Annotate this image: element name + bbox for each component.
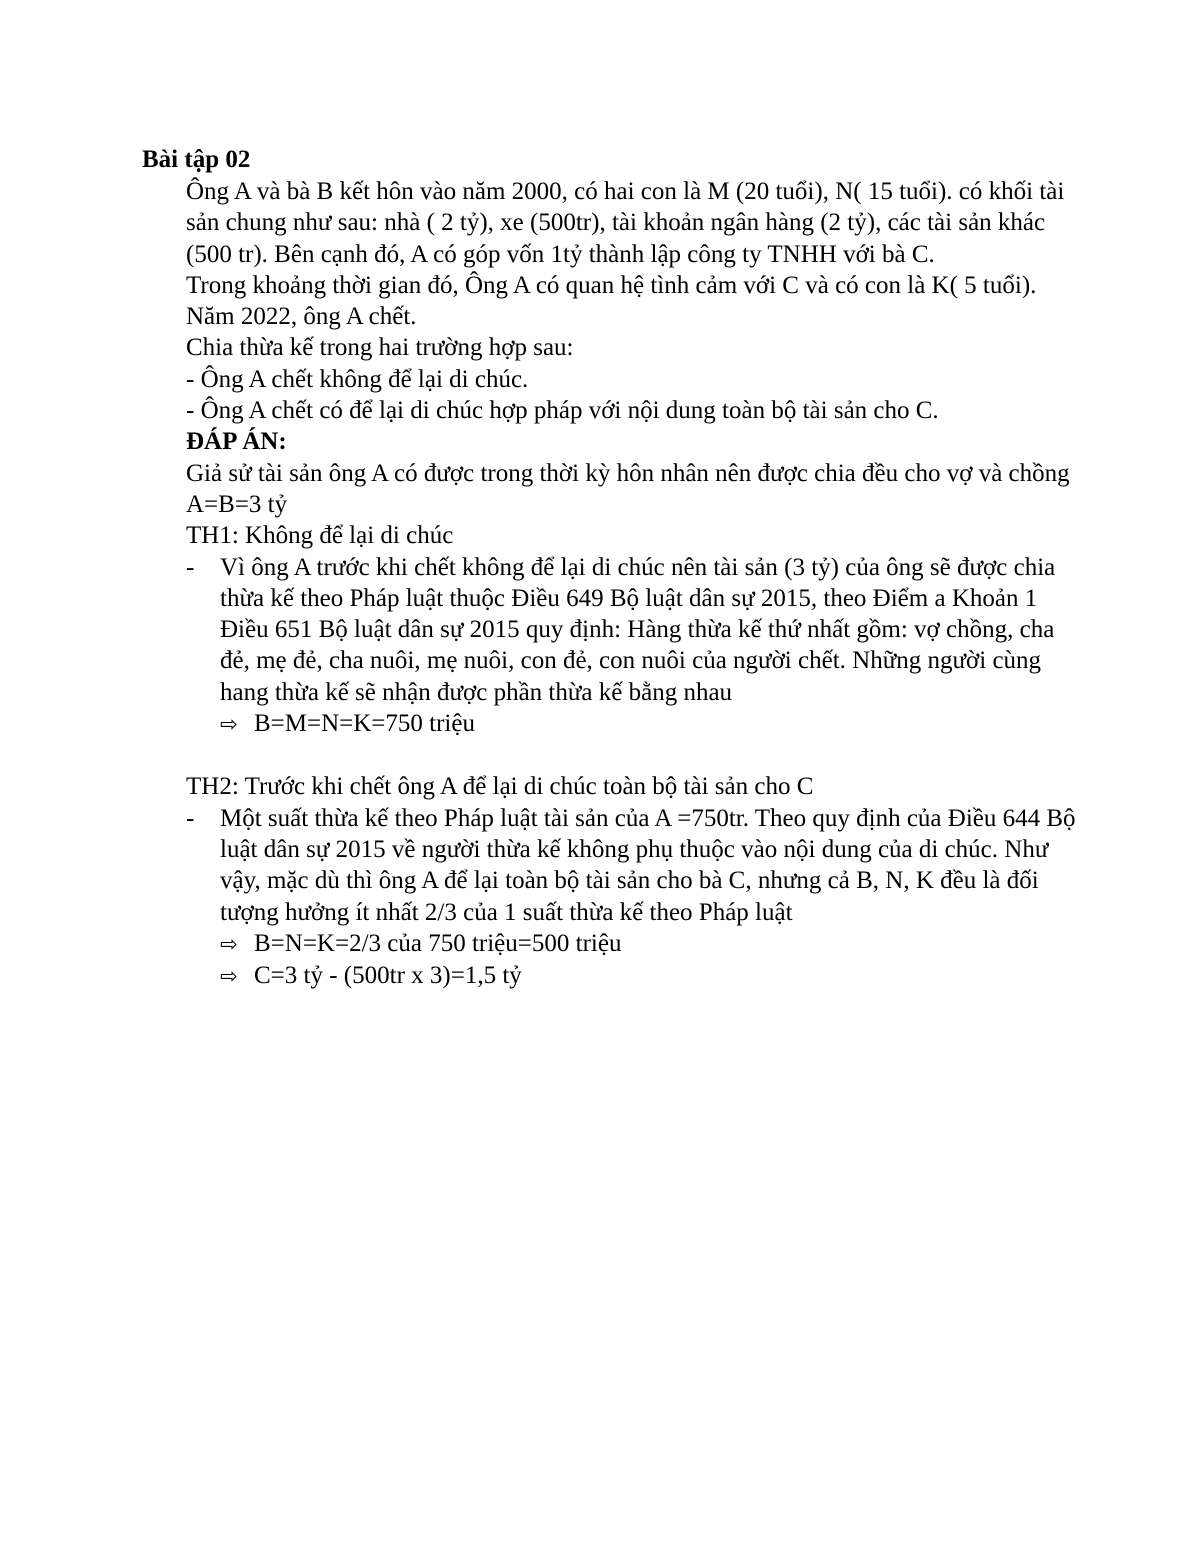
bullet-dash-icon: - bbox=[186, 553, 195, 581]
problem-paragraph: Năm 2022, ông A chết. bbox=[186, 303, 417, 331]
case1-heading: TH1: Không để lại di chúc bbox=[186, 522, 454, 550]
exercise-title: Bài tập 02 bbox=[142, 146, 251, 173]
case2-bullet-text: Một suất thừa kế theo Pháp luật tài sản của A =750tr. Theo quy định của Điều 644 Bộ luật dân sự 2015 về người thừa kế không phụ thuộc vào nội dung của di chúc. Như vậy, mặc dù thì ông A để lại toàn bộ tài sản cho bà C, nhưng cả B, N, K đều là đối tượng hưởng ít nhất 2/3 của 1 suất thừa kế theo Pháp luật bbox=[220, 804, 1076, 926]
assumption-paragraph: Giả sử tài sản ông A có được trong thời kỳ hôn nhân nên được chia đều cho vợ và chồng A=B=3 tỷ bbox=[186, 459, 1070, 518]
problem-paragraph: Ông A và bà B kết hôn vào năm 2000, có hai con là M (20 tuổi), N( 15 tuổi). có khối tài sản chung như sau: nhà ( 2 tỷ), xe (500tr), tài khoản ngân hàng (2 tỷ), các tài sản khác (500 tr). Bên cạnh đó, A có góp vốn 1tỷ thành lập công ty TNHH với bà C. bbox=[186, 178, 1065, 268]
problem-case-item: - Ông A chết không để lại di chúc. bbox=[186, 365, 529, 393]
right-arrow-icon: ⇨ bbox=[220, 931, 238, 956]
problem-paragraph: Chia thừa kế trong hai trường hợp sau: bbox=[186, 334, 574, 362]
case2-result bbox=[186, 960, 1086, 992]
case1-result bbox=[186, 708, 1086, 740]
case1-result-text: B=M=N=K=750 triệu bbox=[254, 710, 475, 738]
document-body bbox=[186, 176, 1086, 992]
case2-heading: TH2: Trước khi chết ông A để lại di chúc toàn bộ tài sản cho C bbox=[186, 773, 814, 801]
case2-result-text: C=3 tỷ - (500tr x 3)=1,5 tỷ bbox=[254, 962, 522, 990]
answer-heading: ĐÁP ÁN: bbox=[186, 428, 287, 456]
case1-bullet bbox=[186, 552, 1086, 708]
problem-case-item: - Ông A chết có để lại di chúc hợp pháp với nội dung toàn bộ tài sản cho C. bbox=[186, 397, 939, 425]
case1-bullet-text: Vì ông A trước khi chết không để lại di chúc nên tài sản (3 tỷ) của ông sẽ được chia thừa kế theo Pháp luật thuộc Điều 649 Bộ luật dân sự 2015, theo Điểm a Khoản 1 Điều 651 Bộ luật dân sự 2015 quy định: Hàng thừa kế thứ nhất gồm: vợ chồng, cha đẻ, mẹ đẻ, cha nuôi, mẹ nuôi, con đẻ, con nuôi của người chết. Những người cùng hang thừa kế sẽ nhận được phần thừa kế bằng nhau bbox=[220, 553, 1056, 706]
right-arrow-icon: ⇨ bbox=[220, 964, 238, 989]
case2-result bbox=[186, 928, 1086, 960]
bullet-dash-icon: - bbox=[186, 804, 195, 832]
paragraph-spacer bbox=[186, 740, 1086, 771]
case2-result-text: B=N=K=2/3 của 750 triệu=500 triệu bbox=[254, 929, 622, 957]
case2-bullet bbox=[186, 803, 1086, 928]
right-arrow-icon: ⇨ bbox=[220, 712, 238, 737]
problem-paragraph: Trong khoảng thời gian đó, Ông A có quan hệ tình cảm với C và có con là K( 5 tuổi). bbox=[186, 271, 1037, 299]
